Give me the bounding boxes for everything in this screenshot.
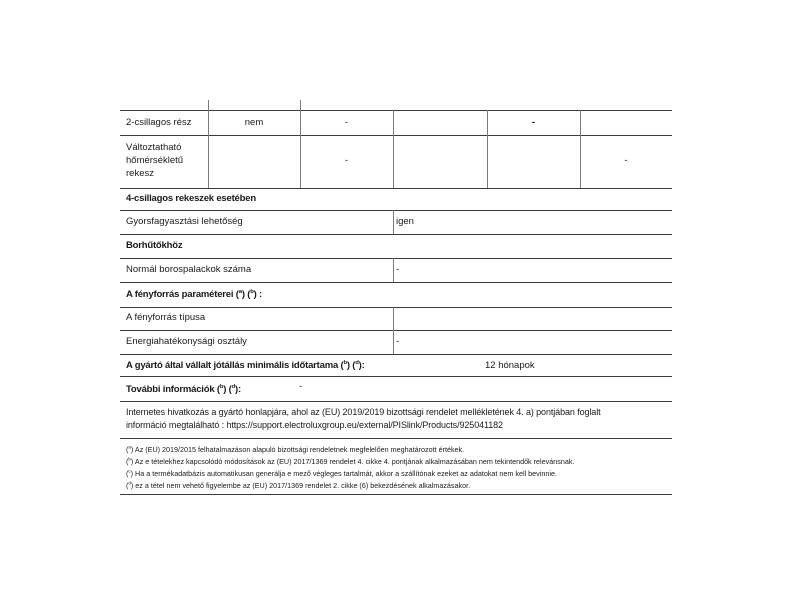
footnote	[126, 457, 574, 467]
row-label-fast-freeze: Gyorsfagyasztási lehetőség	[126, 216, 243, 227]
row-divider	[120, 188, 672, 189]
link-note-line: Internetes hivatkozás a gyártó honlapjára, ahol az (EU) 2019/2019 bizottsági rendelet mellékletének 4. a) pontjában foglalt	[126, 407, 601, 417]
footnote-ref-mark: b	[250, 288, 254, 295]
more-info-label	[126, 384, 241, 396]
column-divider	[393, 210, 394, 234]
row-label-2-star: 2-csillagos rész	[126, 117, 192, 128]
column-divider	[393, 110, 394, 188]
more-info-label-text: További információk	[126, 384, 215, 395]
footnote-ref	[247, 289, 256, 300]
footnote-mark-letter: d	[128, 480, 131, 486]
row-label-variable-temp: Változtatható	[126, 142, 182, 153]
row-divider	[120, 258, 672, 259]
warranty-label-text: A gyártó által vállalt jótállás minimális időtartama	[126, 360, 339, 371]
row-label-wine-bottles: Normál borospalackok száma	[126, 264, 252, 275]
footnote-mark	[126, 457, 133, 466]
row-divider	[120, 354, 672, 355]
warranty-suffix: :	[361, 360, 365, 371]
more-info-suffix: :	[237, 384, 241, 395]
footnote	[126, 481, 470, 491]
table-cell: nem	[244, 117, 264, 128]
row-label-light-type: A fényforrás típusa	[126, 312, 206, 323]
footnote-mark	[126, 481, 133, 490]
row-label-energy-class: Energiahatékonysági osztály	[126, 336, 247, 347]
table-cell: -	[344, 155, 349, 166]
heading-text: A fényforrás paraméterei	[126, 289, 234, 300]
section-heading-four-star: 4-csillagos rekeszek esetében	[126, 193, 256, 204]
column-divider	[208, 100, 209, 188]
row-divider	[120, 401, 672, 402]
footnote-mark	[126, 445, 133, 454]
row-label-variable-temp: rekesz	[126, 168, 154, 179]
row-value-fast-freeze: igen	[396, 216, 414, 227]
row-divider	[120, 110, 672, 111]
footnote-text: ez a tétel nem vehető figyelembe az (EU) 2017/1369 rendelet 2. cikke (6) bekezdésének alkalmazásakor.	[135, 481, 471, 490]
warranty-label	[126, 360, 365, 372]
footnote-mark	[126, 469, 133, 478]
link-note-line: információ megtalálható : https://support.electroluxgroup.eu/external/PISlink/Products/925041182	[126, 420, 503, 430]
footnote-mark-letter: a	[128, 444, 131, 450]
row-divider	[120, 330, 672, 331]
footnote-ref	[229, 384, 238, 395]
footnote-ref	[341, 360, 350, 371]
column-divider	[580, 110, 581, 188]
row-value-wine-bottles: -	[396, 264, 400, 275]
table-cell: -	[624, 155, 628, 166]
table-cell: -	[531, 117, 536, 128]
row-divider	[120, 494, 672, 495]
footnote-ref-mark: b	[219, 383, 224, 390]
column-divider	[393, 258, 394, 282]
footnote-ref	[352, 360, 361, 371]
footnote-ref-mark: d	[231, 383, 235, 390]
row-divider	[120, 307, 672, 308]
footnote-text: Az (EU) 2019/2015 felhatalmazáson alapuló bizottsági rendeletnek megfelelően meghatározott értékek.	[134, 445, 465, 454]
footnote-ref-mark: d	[355, 359, 359, 366]
column-divider	[393, 307, 394, 354]
footnote	[126, 445, 464, 455]
table-cell: -	[344, 117, 349, 128]
section-heading-wine: Borhűtőkhöz	[126, 240, 183, 251]
footnote	[126, 469, 557, 479]
section-heading-light-source	[126, 289, 262, 301]
row-divider	[120, 210, 672, 211]
heading-suffix: :	[256, 289, 262, 300]
row-value-energy-class: -	[396, 336, 400, 347]
footnote-ref-mark: b	[343, 359, 347, 366]
footnote-mark-letter: c	[128, 468, 131, 474]
warranty-value: 12 hónapok	[485, 360, 535, 371]
footnote-text: Az e tételekhez kapcsolódó módosítások az (EU) 2017/1369 rendelet 4. cikke 4. pontjának alkalmazásában nem tekintendők relevánsnak.	[134, 457, 575, 466]
row-divider	[120, 234, 672, 235]
row-divider	[120, 282, 672, 283]
row-label-variable-temp: hőmérsékletű	[126, 155, 184, 166]
more-info-value: -	[299, 381, 303, 392]
row-divider	[120, 438, 672, 439]
row-divider	[120, 376, 672, 377]
footnote-ref	[236, 289, 245, 300]
footnote-ref-mark: a	[238, 288, 242, 295]
footnote-mark-letter: b	[128, 456, 131, 462]
footnote-ref	[217, 384, 226, 395]
column-divider	[300, 100, 301, 188]
row-divider	[120, 135, 672, 136]
footnote-text: Ha a termékadatbázis automatikusan generálja e mező végleges tartalmát, akkor a szállítónak ezeket az adatokat nem kell bevinnie.	[135, 469, 557, 478]
